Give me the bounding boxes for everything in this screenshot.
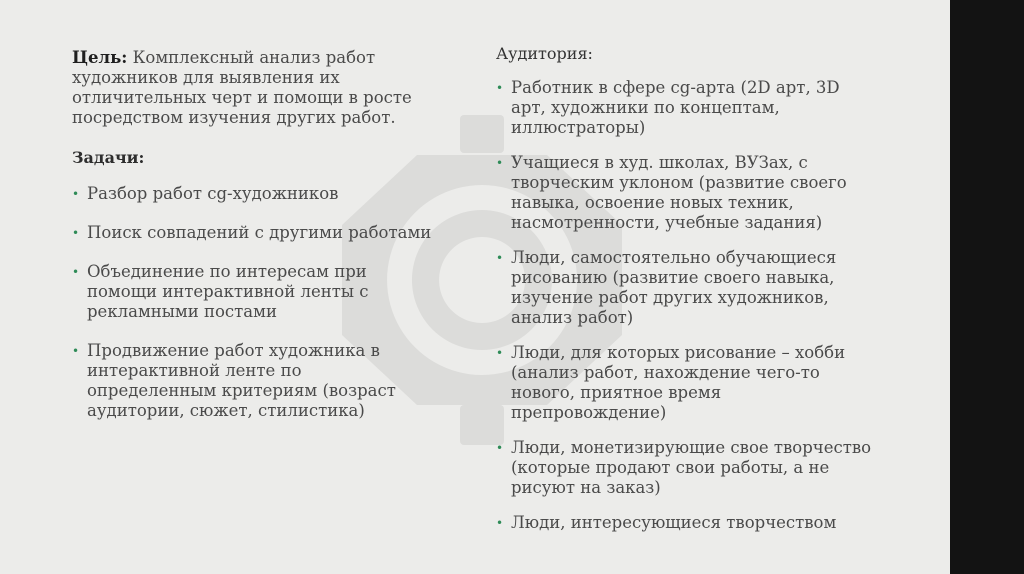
list-item-text: Поиск совпадений с другими работами	[87, 223, 432, 242]
list-item-text: Объединение по интересам при помощи интерактивной ленты с рекламными постами	[87, 262, 369, 321]
list-item	[72, 184, 432, 204]
list-item	[496, 248, 876, 328]
list-item-text: Разбор работ cg-художников	[87, 184, 339, 203]
bullet-dot-icon: •	[496, 441, 504, 455]
list-item-text: Учащиеся в худ. школах, ВУЗах, с творческим уклоном (развитие своего навыка, освоение новых техник, насмотренности, учебные задания)	[511, 153, 847, 232]
bullet-dot-icon: •	[72, 226, 80, 240]
goal-label: Цель:	[72, 48, 128, 67]
bullet-dot-icon: •	[496, 156, 504, 170]
goal-text: Комплексный анализ работ художников для выявления их отличительных черт и помощи в росте посредством изучения других работ.	[72, 48, 412, 127]
list-item	[72, 262, 432, 322]
bullet-dot-icon: •	[496, 516, 504, 530]
bullet-dot-icon: •	[72, 265, 80, 279]
list-item	[496, 513, 876, 533]
side-strip	[950, 0, 1024, 574]
bullet-dot-icon: •	[496, 346, 504, 360]
audience-heading: Аудитория:	[496, 44, 593, 63]
list-item	[496, 78, 876, 138]
list-item-text: Люди, интересующиеся творчеством	[511, 513, 837, 532]
tasks-heading: Задачи:	[72, 148, 145, 167]
audience-list	[496, 78, 876, 533]
list-item	[496, 438, 876, 498]
bullet-dot-icon: •	[72, 187, 80, 201]
list-item-text: Работник в сфере cg-арта (2D арт, 3D арт, художники по концептам, иллюстраторы)	[511, 78, 840, 137]
list-item	[72, 341, 432, 421]
list-item-text: Люди, монетизирующие свое творчество (которые продают свои работы, а не рисуют на заказ)	[511, 438, 872, 497]
bullet-dot-icon: •	[496, 81, 504, 95]
list-item-text: Люди, для которых рисование – хобби (анализ работ, нахождение чего-то нового, приятное время препровождение)	[511, 343, 846, 422]
goal-paragraph	[72, 48, 432, 128]
tasks-list	[72, 184, 432, 421]
list-item	[72, 223, 432, 243]
bullet-dot-icon: •	[72, 344, 80, 358]
left-column	[72, 48, 432, 440]
bullet-dot-icon: •	[496, 251, 504, 265]
list-item	[496, 153, 876, 233]
list-item-text: Продвижение работ художника в интерактивной ленте по определенным критериям (возраст аудитории, сюжет, стилистика)	[87, 341, 396, 420]
right-column	[496, 44, 876, 548]
list-item-text: Люди, самостоятельно обучающиеся рисованию (развитие своего навыка, изучение работ других художников, анализ работ)	[511, 248, 837, 327]
list-item	[496, 343, 876, 423]
